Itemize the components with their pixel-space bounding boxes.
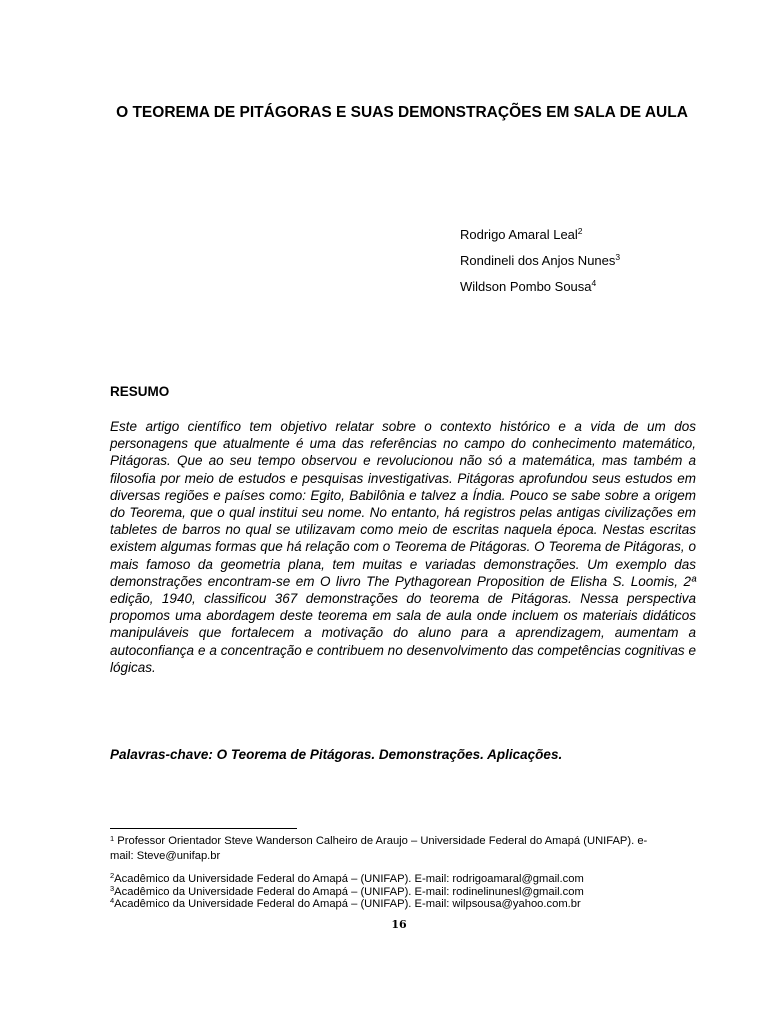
- author-entry: [460, 222, 620, 248]
- footnote-mark: 1: [110, 834, 115, 843]
- footnote-item: [110, 834, 670, 864]
- author-name: Rondineli dos Anjos Nunes: [460, 253, 616, 268]
- page-number: 16: [391, 918, 407, 931]
- footnote-mark: 2: [110, 871, 115, 880]
- abstract-text: Este artigo científico tem objetivo relatar sobre o contexto histórico e a vida de um dos personagens que atualmente é uma das referências no campo do conhecimento matemático, Pitágoras. Que ao seu tempo observou e revolucionou não só a matemática, mas também a filosofia por meio de estudos e pesquisas investigativas. Pitágoras aprofundou seus estudos em diversas regiões e países como: Egito, Babilônia e talvez a Índia. Pouco se sabe sobre a origem do Teorema, que o qual institui seu nome. No entanto, há registros pelas antigas civilizações em tabletes de barros no qual se utilizavam como meio de escritas naquela época. Nestas escritas existem algumas formas que há relação com o Teorema de Pitágoras. O Teorema de Pitágoras, o mais famoso da geometria plana, tem muitas e variadas demonstrações. Um exemplo das demonstrações encontram-se em O livro The Pythagorean Proposition de Elisha S. Loomis, 2ª edição, 1940, classificou 367 demonstrações do teorema de Pitágoras. Nessa perspectiva propomos uma abordagem deste teorema em sala de aula onde incluem os materiais didáticos manipuláveis que fortalecem a motivação do aluno para a aprendizagem, aumentam a autoconfiança e a concentração e contribuem no desenvolvimento das competências cognitivas e lógicas.: [110, 419, 696, 675]
- footnote-mark: 3: [110, 883, 115, 893]
- author-footnote-mark: 4: [591, 278, 597, 288]
- author-footnote-mark: 3: [615, 252, 621, 262]
- keywords: Palavras-chave: O Teorema de Pitágoras. Demonstrações. Aplicações.: [110, 747, 563, 762]
- footnotes: [110, 834, 670, 911]
- footnote-item: [110, 898, 670, 911]
- author-entry: [460, 248, 620, 274]
- footnote-mark: 4: [110, 896, 115, 905]
- author-entry: [460, 274, 620, 300]
- footnote-text: Acadêmico da Universidade Federal do Amapá – (UNIFAP). E-mail: wilpsousa@yahoo.com.br: [114, 898, 581, 910]
- footnote-text: Acadêmico da Universidade Federal do Amapá – (UNIFAP). E-mail: rodinelinunesl@gmail.com: [114, 885, 584, 898]
- abstract-heading: RESUMO: [110, 384, 170, 399]
- paper-title: O TEOREMA DE PITÁGORAS E SUAS DEMONSTRAÇÕES EM SALA DE AULA: [116, 104, 688, 121]
- author-name: Wildson Pombo Sousa: [460, 279, 592, 294]
- footnote-item: [110, 883, 670, 899]
- footnote-divider: [110, 828, 297, 829]
- author-footnote-mark: 2: [577, 226, 583, 236]
- author-name: Rodrigo Amaral Leal: [460, 227, 578, 242]
- footnote-text: Acadêmico da Universidade Federal do Amapá – (UNIFAP). E-mail: rodrigoamaral@gmail.com: [114, 873, 584, 885]
- footnote-text: Professor Orientador Steve Wanderson Calheiro de Araujo – Universidade Federal do Amapá (UNIFAP). e-mail: Steve@unifap.br: [110, 835, 648, 862]
- footnote-item: [110, 873, 670, 886]
- author-list: [460, 222, 620, 300]
